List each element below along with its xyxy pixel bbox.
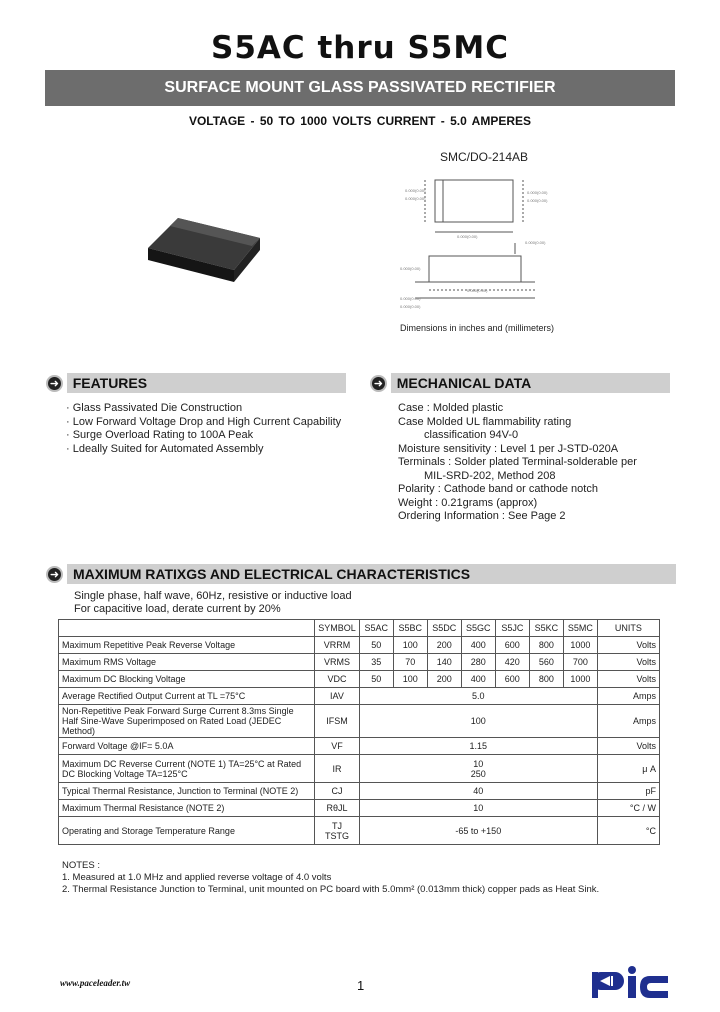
header-cell: S5GC [461, 620, 495, 637]
title-banner: SURFACE MOUNT GLASS PASSIVATED RECTIFIER [45, 70, 675, 106]
value-cell: 100 [359, 705, 597, 738]
value-cell: 400 [461, 637, 495, 654]
value-cell: 1000 [563, 671, 597, 688]
arrow-circle-icon: ➜ [46, 375, 63, 392]
header-cell: SYMBOL [315, 620, 360, 637]
table-row [59, 817, 660, 845]
symbol-cell: TJ TSTG [315, 817, 360, 845]
mechanical-list [398, 402, 637, 524]
condition-line: For capacitive load, derate current by 20% [74, 603, 281, 615]
value-cell: 40 [359, 783, 597, 800]
svg-text:0.000(0.00): 0.000(0.00) [405, 188, 426, 193]
notes-title: NOTES : [62, 860, 101, 871]
symbol-cell: VRMS [315, 654, 360, 671]
package-label: SMC/DO-214AB [440, 150, 529, 164]
value-cell: 800 [529, 637, 563, 654]
symbol-cell: RθJL [315, 800, 360, 817]
value-cell: 50 [359, 637, 393, 654]
value-cell: 10 [359, 800, 597, 817]
list-item: Weight : 0.21grams (approx) [398, 496, 538, 509]
header-cell: S5AC [359, 620, 393, 637]
value-cell: 280 [461, 654, 495, 671]
features-heading [46, 372, 346, 394]
value-cell: 100 [393, 637, 427, 654]
features-list [66, 402, 341, 456]
value-cell: 200 [427, 637, 461, 654]
pic-logo [590, 966, 670, 1000]
unit-cell: Amps [597, 705, 659, 738]
svg-text:0.000(0.00): 0.000(0.00) [400, 296, 421, 301]
symbol-cell: IR [315, 755, 360, 783]
symbol-cell: VRRM [315, 637, 360, 654]
param-cell: Typical Thermal Resistance, Junction to Terminal (NOTE 2) [59, 783, 315, 800]
symbol-cell: IFSM [315, 705, 360, 738]
table-row [59, 800, 660, 817]
dimension-caption: Dimensions in inches and (millimeters) [400, 323, 555, 333]
unit-cell: Volts [597, 654, 659, 671]
value-cell: 800 [529, 671, 563, 688]
unit-cell: °C / W [597, 800, 659, 817]
symbol-cell: VDC [315, 671, 360, 688]
value-cell: -65 to +150 [359, 817, 597, 845]
arrow-circle-icon: ➜ [370, 375, 387, 392]
param-cell: Maximum Thermal Resistance (NOTE 2) [59, 800, 315, 817]
value-cell: 50 [359, 671, 393, 688]
table-header-row [59, 620, 660, 637]
value-cell: 10 250 [359, 755, 597, 783]
svg-text:0.000(0.00): 0.000(0.00) [400, 304, 421, 309]
param-cell: Average Rectified Output Current at TL =75°C [59, 688, 315, 705]
mechanical-heading [370, 372, 670, 394]
symbol-cell: CJ [315, 783, 360, 800]
list-item: · Ldeally Suited for Automated Assembly [66, 442, 264, 455]
header-cell [59, 620, 315, 637]
unit-cell: pF [597, 783, 659, 800]
ratings-line: VOLTAGE - 50 TO 1000 VOLTS CURRENT - 5.0 AMPERES [188, 114, 532, 128]
list-item: · Low Forward Voltage Drop and High Current Capability [66, 415, 342, 428]
characteristics-table [58, 619, 660, 845]
list-item: MIL-SRD-202, Method 208 [424, 469, 556, 482]
notes [62, 860, 599, 896]
param-cell: Maximum RMS Voltage [59, 654, 315, 671]
header-cell: S5MC [563, 620, 597, 637]
page-number: 1 [357, 978, 365, 993]
value-cell: 200 [427, 671, 461, 688]
list-item: Terminals : Solder plated Terminal-solderable per [398, 456, 637, 468]
features-title: FEATURES [67, 373, 346, 393]
condition-line: Single phase, half wave, 60Hz, resistive or inductive load [74, 590, 352, 602]
value-cell: 100 [393, 671, 427, 688]
note-item: 2. Thermal Resistance Junction to Terminal, unit mounted on PC board with 5.0mm² (0.013mm thick) copper pads as Heat Sink. [62, 884, 600, 895]
header-cell: S5KC [529, 620, 563, 637]
svg-text:0.000(0.00): 0.000(0.00) [400, 266, 421, 271]
table-row [59, 755, 660, 783]
package-photo [140, 200, 270, 290]
unit-cell: Amps [597, 688, 659, 705]
param-cell: Maximum DC Reverse Current (NOTE 1) TA=25°C at Rated DC Blocking Voltage TA=125°C [59, 755, 315, 783]
table-row [59, 637, 660, 654]
table-row [59, 738, 660, 755]
value-cell: 140 [427, 654, 461, 671]
svg-text:0.000(0.00): 0.000(0.00) [525, 240, 546, 245]
list-item: Case Molded UL flammability rating [398, 415, 572, 428]
value-cell: 70 [393, 654, 427, 671]
unit-cell: Volts [597, 738, 659, 755]
svg-text:0.000(0.00): 0.000(0.00) [527, 190, 548, 195]
param-cell: Non-Repetitive Peak Forward Surge Current 8.3ms Single Half Sine-Wave Superimposed on Rated Load (JEDEC Method) [59, 705, 315, 738]
value-cell: 400 [461, 671, 495, 688]
ratings-title: MAXIMUM RATIXGS AND ELECTRICAL CHARACTERISTICS [67, 564, 676, 584]
header-cell: S5DC [427, 620, 461, 637]
list-item: Ordering Information : See Page 2 [398, 510, 566, 522]
dimension-drawing [395, 168, 575, 320]
test-conditions [74, 590, 352, 616]
unit-cell: Volts [597, 671, 659, 688]
value-cell: 560 [529, 654, 563, 671]
param-cell: Forward Voltage @IF= 5.0A [59, 738, 315, 755]
table-row [59, 783, 660, 800]
value-cell: 1000 [563, 637, 597, 654]
page-title: S5AC thru S5MC [211, 30, 509, 66]
header-cell: S5JC [495, 620, 529, 637]
header-cell: UNITS [597, 620, 659, 637]
symbol-cell: IAV [315, 688, 360, 705]
value-cell: 420 [495, 654, 529, 671]
footer-url[interactable]: www.paceleader.tw [60, 978, 131, 988]
mechanical-title: MECHANICAL DATA [391, 373, 670, 393]
param-cell: Maximum Repetitive Peak Reverse Voltage [59, 637, 315, 654]
svg-text:0.000(0.00): 0.000(0.00) [405, 196, 426, 201]
value-cell: 5.0 [359, 688, 597, 705]
value-cell: 700 [563, 654, 597, 671]
param-cell: Operating and Storage Temperature Range [59, 817, 315, 845]
svg-text:0.000(0.00): 0.000(0.00) [527, 198, 548, 203]
svg-text:0.000(0.00): 0.000(0.00) [467, 288, 488, 293]
list-item: Moisture sensitivity : Level 1 per J-STD-020A [398, 442, 619, 455]
arrow-circle-icon: ➜ [46, 566, 63, 583]
header-cell: S5BC [393, 620, 427, 637]
table-row [59, 654, 660, 671]
value-cell: 35 [359, 654, 393, 671]
list-item: · Glass Passivated Die Construction [66, 402, 243, 414]
unit-cell: μ A [597, 755, 659, 783]
value-cell: 600 [495, 637, 529, 654]
svg-text:0.000(0.00): 0.000(0.00) [457, 234, 478, 239]
unit-cell: Volts [597, 637, 659, 654]
note-item: 1. Measured at 1.0 MHz and applied reverse voltage of 4.0 volts [62, 872, 332, 883]
table-row [59, 688, 660, 705]
ratings-heading [46, 563, 676, 585]
value-cell: 600 [495, 671, 529, 688]
list-item: Case : Molded plastic [398, 402, 504, 414]
unit-cell: °C [597, 817, 659, 845]
param-cell: Maximum DC Blocking Voltage [59, 671, 315, 688]
value-cell: 1.15 [359, 738, 597, 755]
list-item: Polarity : Cathode band or cathode notch [398, 483, 598, 495]
list-item: · Surge Overload Rating to 100A Peak [66, 429, 254, 441]
list-item: classification 94V-0 [424, 429, 519, 441]
symbol-cell: VF [315, 738, 360, 755]
table-row [59, 705, 660, 738]
table-row [59, 671, 660, 688]
